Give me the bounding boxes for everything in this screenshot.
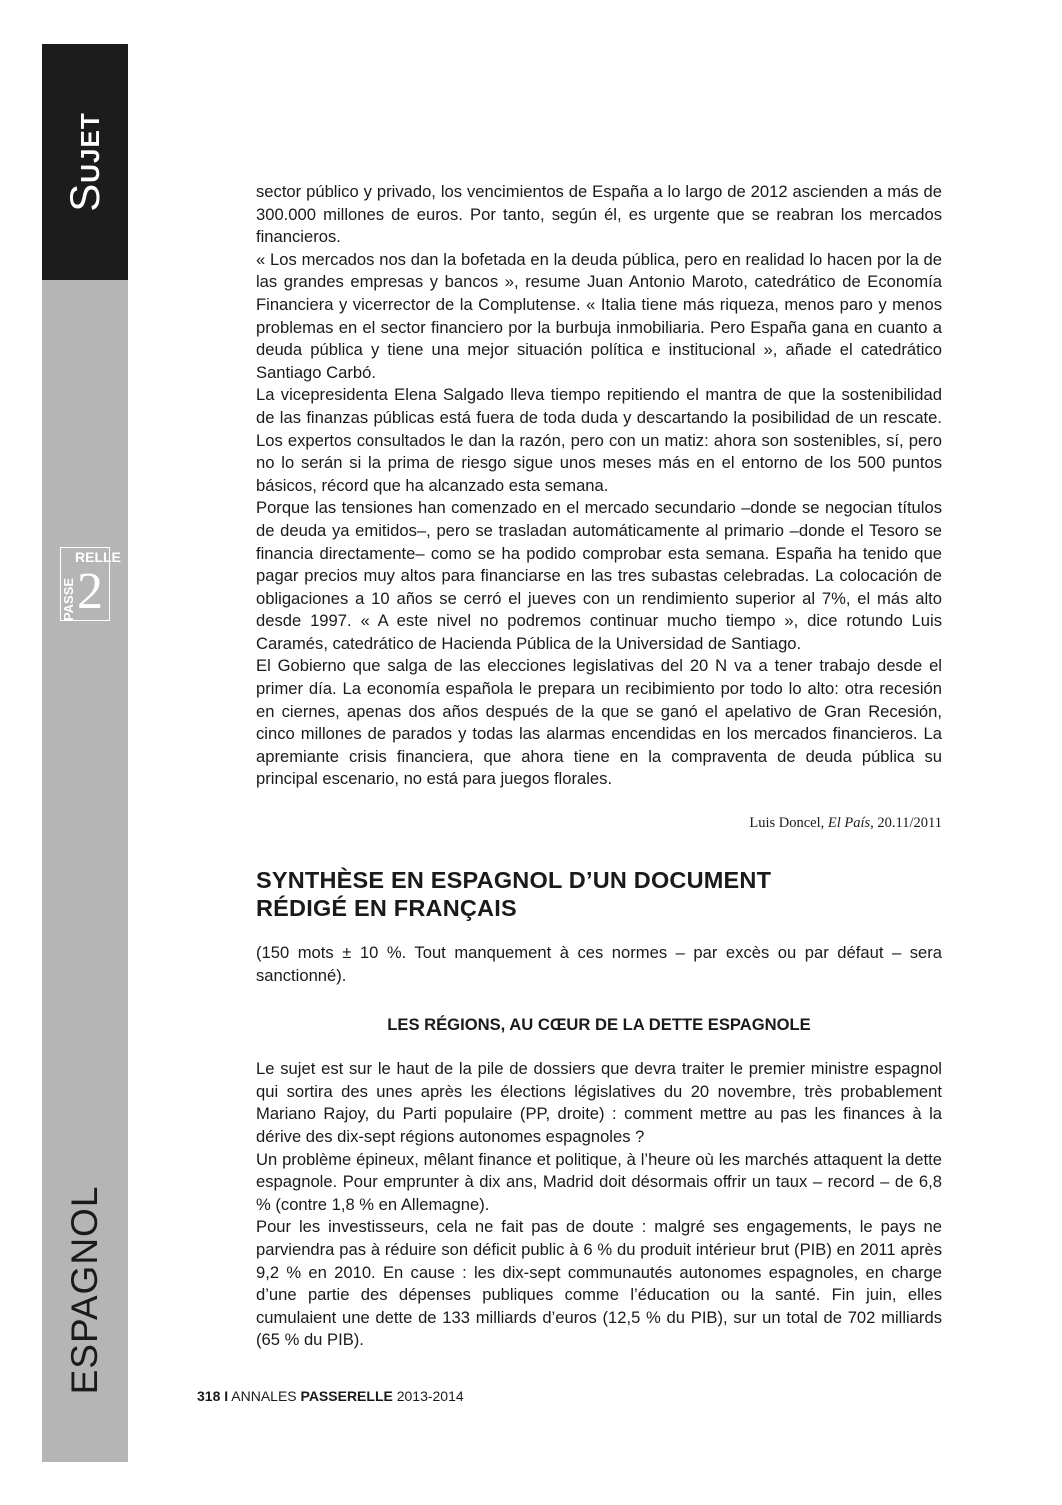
page-number: 318 — [197, 1388, 221, 1404]
source-publication: El País — [827, 815, 871, 832]
article-paragraph: La vicepresidenta Elena Salgado lleva tiempo repitiendo el mantra de que la sostenibilidad de las finanzas públicas está fuera de toda duda y descartando la posibilidad de un rescate. Los expertos consultados le dan la razón, pero con un matiz: ahora son sostenibles, sí, pero no lo serán si la prima de riesgo sigue unos meses más en el entorno de los 500 puntos básicos, récord que ha alcanzado esta semana. — [256, 385, 942, 495]
logo-side-text: PASSE — [61, 577, 77, 622]
article-paragraph: « Los mercados nos dan la bofetada en la deuda pública, pero en realidad lo hacen por la de las grandes empresas y bancos », resume Juan Antonio Maroto, catedrático de Economía Financiera y vicerrector de la Complutense. « Italia tiene más riqueza, menos paro y menos problemas en el sector financiero por la burbuja inmobiliaria. Pero España gana en cuanto a deuda pública y tiene una mejor situación política e institucional », añade el catedrático Santiago Carbó. — [256, 249, 942, 382]
source-author: Luis Doncel, — [749, 815, 825, 832]
article-source — [256, 815, 942, 832]
footer-annales: ANNALES — [231, 1388, 297, 1404]
document-paragraph: Le sujet est sur le haut de la pile de dossiers que devra traiter le premier ministre espagnol qui sortira des unes après les élections législatives du 20 novembre, très probablement Mariano Rajoy, du Parti populaire (PP, droite) : comment mettre au pas les finances à la dérive des dix-sept régions autonomes espagnoles ? — [256, 1059, 942, 1146]
source-date: , 20.11/2011 — [870, 815, 942, 832]
logo-top-text: RELLE — [75, 549, 121, 565]
instructions: (150 mots ± 10 %. Tout manquement à ces normes – par excès ou par défaut – sera sanctionné). — [256, 943, 942, 985]
document-title: LES RÉGIONS, AU CŒUR DE LA DETTE ESPAGNOLE — [387, 1015, 811, 1035]
document-text — [256, 1058, 942, 1352]
footer-brand: PASSERELLE — [300, 1388, 393, 1404]
document-paragraph: Un problème épineux, mêlant finance et politique, à l’heure où les marchés attaquent la dette espagnole. Pour emprunter à dix ans, Madrid doit désormais offrir un taux – record – de 6,8 % (contre 1,8 % en Allemagne). — [256, 1149, 942, 1214]
article-paragraph: El Gobierno que salga de las elecciones legislativas del 20 N va a tener trabajo desde el primer día. La economía española le prepara un recibimiento por todo lo alto: otra recesión en ciernes, apenas dos años después de la que se ganó el apelativo de Gran Recesión, cinco millones de parados y todas las alarmas encendidas en los mercados financieros. La apremiante crisis financiera, que ahora tiene en la compraventa de deuda pública su principal escenario, no está para juegos florales. — [256, 656, 942, 789]
section-title-line1: SYNTHÈSE EN ESPAGNOL D’UN DOCUMENT — [256, 867, 772, 894]
page-content — [256, 181, 942, 1352]
section-label-rest: UJET — [75, 112, 105, 183]
page-footer — [197, 1388, 464, 1404]
section-title — [256, 866, 942, 922]
footer-years: 2013-2014 — [396, 1388, 464, 1404]
article-text — [256, 181, 942, 791]
passerelle-logo — [60, 547, 121, 622]
document-paragraph: Pour les investisseurs, cela ne fait pas de doute : malgré ses engagements, le pays ne parviendra pas à réduire son déficit public à 6 % du produit intérieur brut (PIB) en 2011 après 9,2 % en 2010. En cause : les dix-sept communautés autonomes espagnoles, en charge d’une partie des dépenses publiques comme l’éducation ou la santé. Fin juin, elles cumulaient une dette de 133 milliards d’euros (12,5 % du PIB), sur un total de 702 milliards (65 % du PIB). — [256, 1217, 942, 1350]
logo-number: 2 — [77, 563, 103, 620]
section-title-line2: RÉDIGÉ EN FRANÇAIS — [256, 895, 517, 922]
section-label-initial: S — [61, 182, 108, 212]
article-paragraph: sector público y privado, los vencimientos de España a lo largo de 2012 ascienden a más de 300.000 millones de euros. Por tanto, según él, es urgente que se reabran los mercados financieros. — [256, 182, 942, 247]
footer-separator: I — [224, 1388, 229, 1404]
section-label — [61, 112, 109, 211]
subject-label: ESPAGNOL — [64, 1185, 105, 1395]
article-paragraph: Porque las tensiones han comenzado en el mercado secundario –donde se negocian títulos de deuda ya emitidos–, pero se trasladan automáticamente al primario –donde el Tesoro se financia directamente– como se ha podido comprobar esta semana. España ha tenido que pagar precios muy altos para financiarse en las tres subastas celebradas. La colocación de obligaciones a 10 años se cerró el jueves con un rendimiento superior al 7%, el más alto desde 1997. « A este nivel no podremos continuar mucho tiempo », dice rotundo Luis Caramés, catedrático de Hacienda Pública de la Universidad de Santiago. — [256, 498, 942, 653]
